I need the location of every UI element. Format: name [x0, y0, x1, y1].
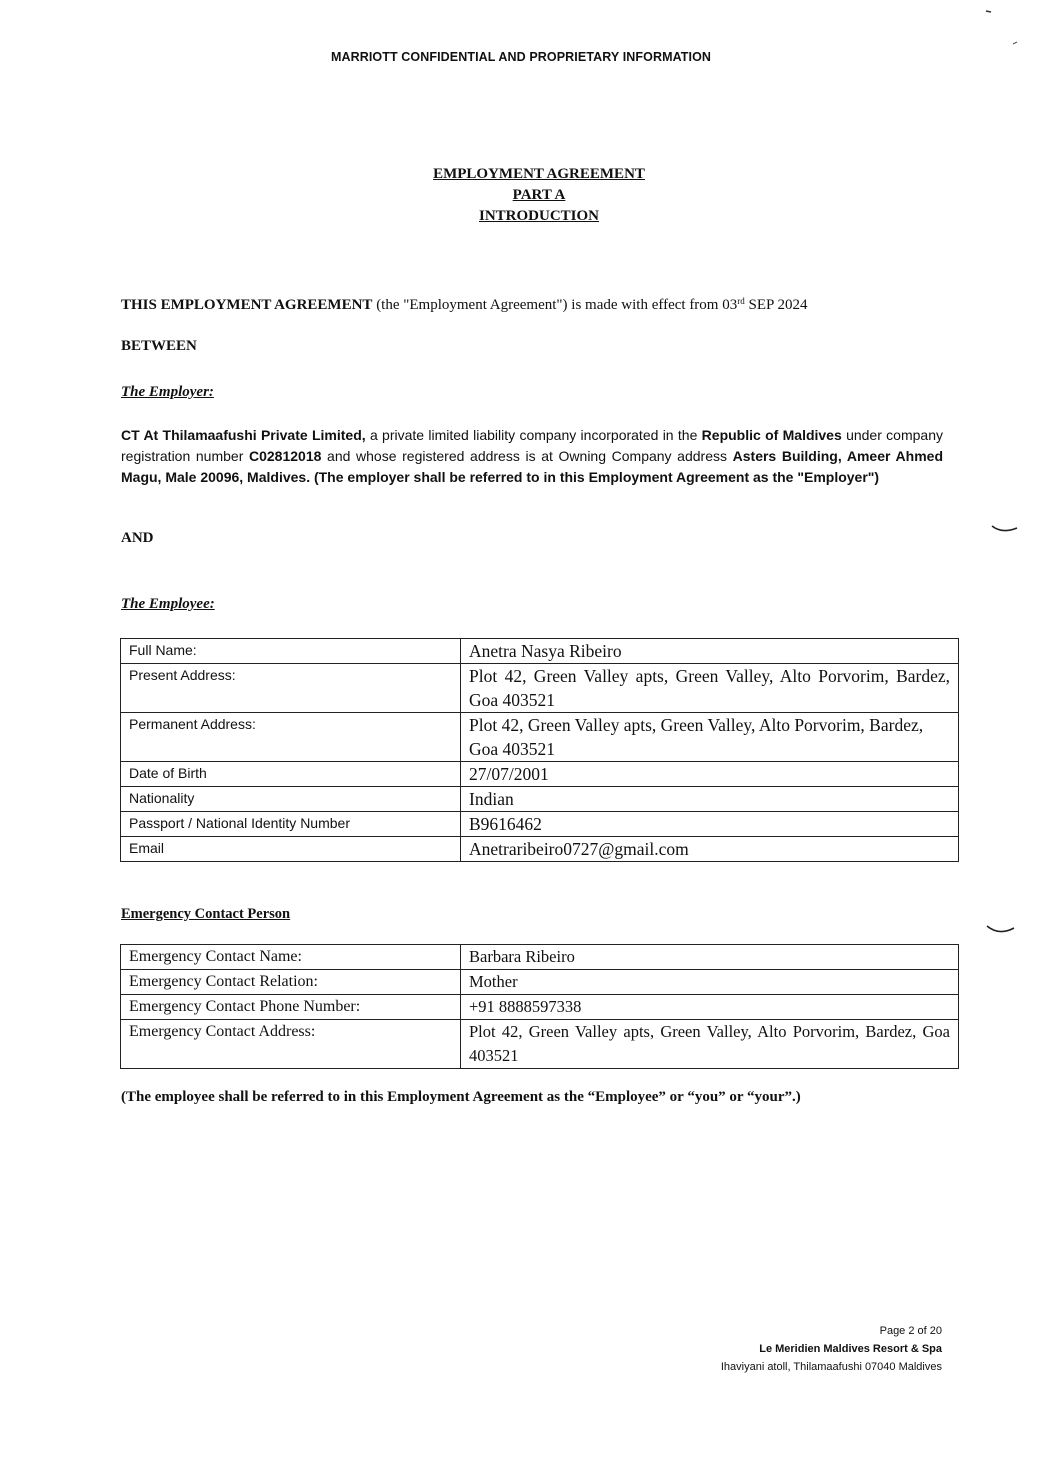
- date-of-birth-value: 27/07/2001: [461, 762, 959, 787]
- ec-phone-label: Emergency Contact Phone Number:: [121, 995, 461, 1020]
- present-address-value: Plot 42, Green Valley apts, Green Valley, Alto Porvorim, Bardez, Goa 403521: [461, 664, 959, 713]
- employer-text-3: and whose registered address is at Owning Company address: [321, 448, 733, 464]
- intro-middle: (the "Employment Agreement") is made with effect from 03: [372, 297, 738, 313]
- between-label: BETWEEN: [121, 338, 197, 354]
- table-row: [121, 713, 959, 762]
- email-label: Email: [121, 837, 461, 862]
- permanent-address-label: Permanent Address:: [121, 713, 461, 762]
- table-row: [121, 639, 959, 664]
- employer-description: [121, 425, 943, 488]
- resort-name: Le Meridien Maldives Resort & Spa: [759, 1343, 942, 1355]
- date-of-birth-label: Date of Birth: [121, 762, 461, 787]
- part-title: PART A: [512, 187, 566, 203]
- table-row: [121, 945, 959, 970]
- intro-statement: [121, 296, 808, 314]
- permanent-address-value: Plot 42, Green Valley apts, Green Valley, Alto Porvorim, Bardez, Goa 403521: [461, 713, 959, 762]
- employer-country: Republic of Maldives: [701, 427, 842, 443]
- employer-name: CT At Thilamaafushi Private Limited,: [121, 427, 366, 443]
- full-name-value: Anetra Nasya Ribeiro: [461, 639, 959, 664]
- table-row: [121, 970, 959, 995]
- employer-reg-number: C02812018: [249, 448, 322, 464]
- scan-mark: [985, 922, 1017, 938]
- date-suffix: rd: [737, 296, 745, 306]
- confidential-header: MARRIOTT CONFIDENTIAL AND PROPRIETARY INFORMATION: [330, 50, 712, 64]
- scan-mark: [1012, 40, 1020, 46]
- employee-reference-note: (The employee shall be referred to in this Employment Agreement as the “Employee” or “you” or “your”.): [121, 1089, 801, 1105]
- document-title: EMPLOYMENT AGREEMENT: [433, 166, 645, 182]
- table-row: [121, 762, 959, 787]
- intro-date-rest: SEP 2024: [744, 297, 808, 313]
- ec-phone-value: +91 8888597338: [461, 995, 959, 1020]
- table-row: [121, 1020, 959, 1069]
- table-row: [121, 995, 959, 1020]
- emergency-contact-heading: Emergency Contact Person: [121, 906, 291, 922]
- table-row: [121, 787, 959, 812]
- email-value: Anetraribeiro0727@gmail.com: [461, 837, 959, 862]
- nationality-label: Nationality: [121, 787, 461, 812]
- page-number: Page 2 of 20: [879, 1325, 942, 1337]
- nationality-value: Indian: [461, 787, 959, 812]
- ec-address-value: Plot 42, Green Valley apts, Green Valley, Alto Porvorim, Bardez, Goa 403521: [461, 1020, 959, 1069]
- passport-value: B9616462: [461, 812, 959, 837]
- full-name-label: Full Name:: [121, 639, 461, 664]
- section-title: INTRODUCTION: [478, 208, 599, 224]
- table-row: [121, 664, 959, 713]
- employer-address-clause: Asters Building, Ameer Ahmed Magu, Male 20096, Maldives. (The employer shall be referred to in this Employment Agreement as the "Employer"): [121, 448, 943, 485]
- ec-relation-label: Emergency Contact Relation:: [121, 970, 461, 995]
- present-address-label: Present Address:: [121, 664, 461, 713]
- employer-heading: The Employer:: [121, 384, 214, 400]
- ec-relation-value: Mother: [461, 970, 959, 995]
- ec-name-label: Emergency Contact Name:: [121, 945, 461, 970]
- table-row: [121, 812, 959, 837]
- scan-mark: [990, 522, 1020, 536]
- ec-address-label: Emergency Contact Address:: [121, 1020, 461, 1069]
- intro-lead: THIS EMPLOYMENT AGREEMENT: [121, 297, 373, 313]
- and-label: AND: [121, 530, 154, 546]
- scan-mark: [985, 8, 993, 14]
- table-row: [121, 837, 959, 862]
- employee-heading: The Employee:: [121, 596, 215, 612]
- employer-text-2: under company registration number: [121, 427, 943, 464]
- employer-text-1: a private limited liability company incorporated in the: [365, 427, 702, 443]
- page-footer: [721, 1322, 942, 1376]
- passport-label: Passport / National Identity Number: [121, 812, 461, 837]
- employee-details-table: [120, 638, 959, 862]
- resort-address: Ihaviyani atoll, Thilamaafushi 07040 Maldives: [720, 1361, 942, 1373]
- emergency-contact-table: [120, 944, 959, 1069]
- ec-name-value: Barbara Ribeiro: [461, 945, 959, 970]
